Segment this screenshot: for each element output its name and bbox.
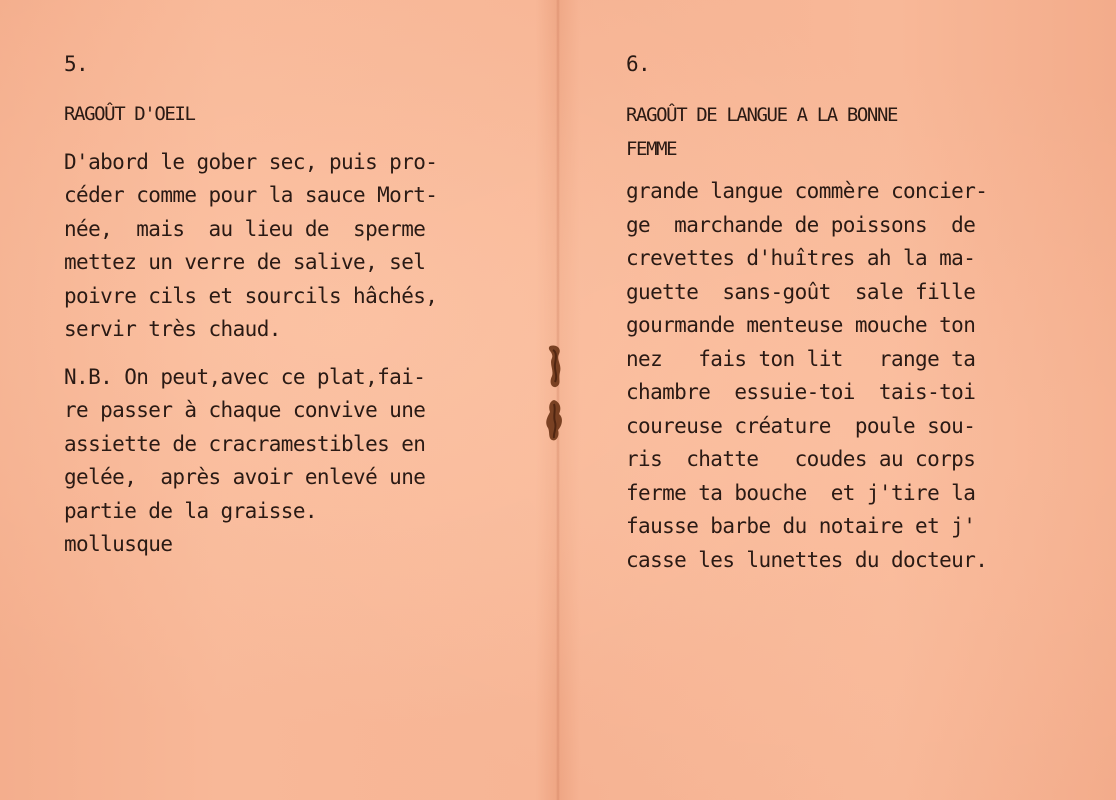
recipe-title-right bbox=[626, 98, 1046, 165]
page-number-right: 6. bbox=[626, 52, 651, 76]
text-line: mollusque bbox=[64, 532, 173, 556]
text-line: née, mais au lieu de sperme bbox=[64, 216, 426, 241]
text-line: céder comme pour la sauce Mort- bbox=[64, 183, 438, 207]
left-page bbox=[64, 48, 484, 576]
text-line: fausse barbe du notaire et j' bbox=[626, 514, 976, 538]
text-line: nez fais ton lit range ta bbox=[626, 346, 976, 371]
text-line: chambre essuie-toi tais-toi bbox=[626, 380, 976, 404]
text-line: coureuse créature poule sou- bbox=[626, 413, 976, 438]
staple-bottom-icon bbox=[540, 398, 570, 444]
title-line: RAGOÛT DE LANGUE A LA BONNE bbox=[626, 104, 898, 126]
staple-top-icon bbox=[540, 342, 570, 390]
right-page bbox=[626, 48, 1046, 591]
text-line: casse les lunettes du docteur. bbox=[626, 547, 988, 572]
recipe-title-left: RAGOÛT D'OEIL bbox=[64, 103, 195, 125]
text-line: crevettes d'huîtres ah la ma- bbox=[626, 246, 976, 270]
text-line: mettez un verre de salive, sel bbox=[64, 250, 426, 274]
text-line: gelée, après avoir enlevé une bbox=[64, 465, 426, 489]
text-line: D'abord le gober sec, puis pro- bbox=[64, 149, 438, 174]
text-line: servir très chaud. bbox=[64, 317, 281, 341]
text-line: ferme ta bouche et j'tire la bbox=[626, 480, 976, 505]
text-line: partie de la graisse. bbox=[64, 498, 317, 523]
page-number-left: 5. bbox=[64, 52, 89, 76]
recipe-paragraph-right bbox=[626, 175, 1046, 577]
text-line: guette sans-goût sale fille bbox=[626, 279, 976, 304]
text-line: ris chatte coudes au corps bbox=[626, 447, 976, 471]
text-line: assiette de cracramestibles en bbox=[64, 431, 426, 456]
recipe-paragraph-1 bbox=[64, 146, 484, 347]
text-line: re passer à chaque convive une bbox=[64, 398, 426, 422]
text-line: gourmande menteuse mouche ton bbox=[626, 313, 976, 337]
text-line: N.B. On peut,avec ce plat,fai- bbox=[64, 364, 426, 389]
text-line: ge marchande de poissons de bbox=[626, 212, 976, 237]
text-line: poivre cils et sourcils hâchés, bbox=[64, 283, 438, 308]
recipe-paragraph-2 bbox=[64, 361, 484, 562]
title-line: FEMME bbox=[626, 137, 677, 160]
text-line: grande langue commère concier- bbox=[626, 179, 988, 203]
